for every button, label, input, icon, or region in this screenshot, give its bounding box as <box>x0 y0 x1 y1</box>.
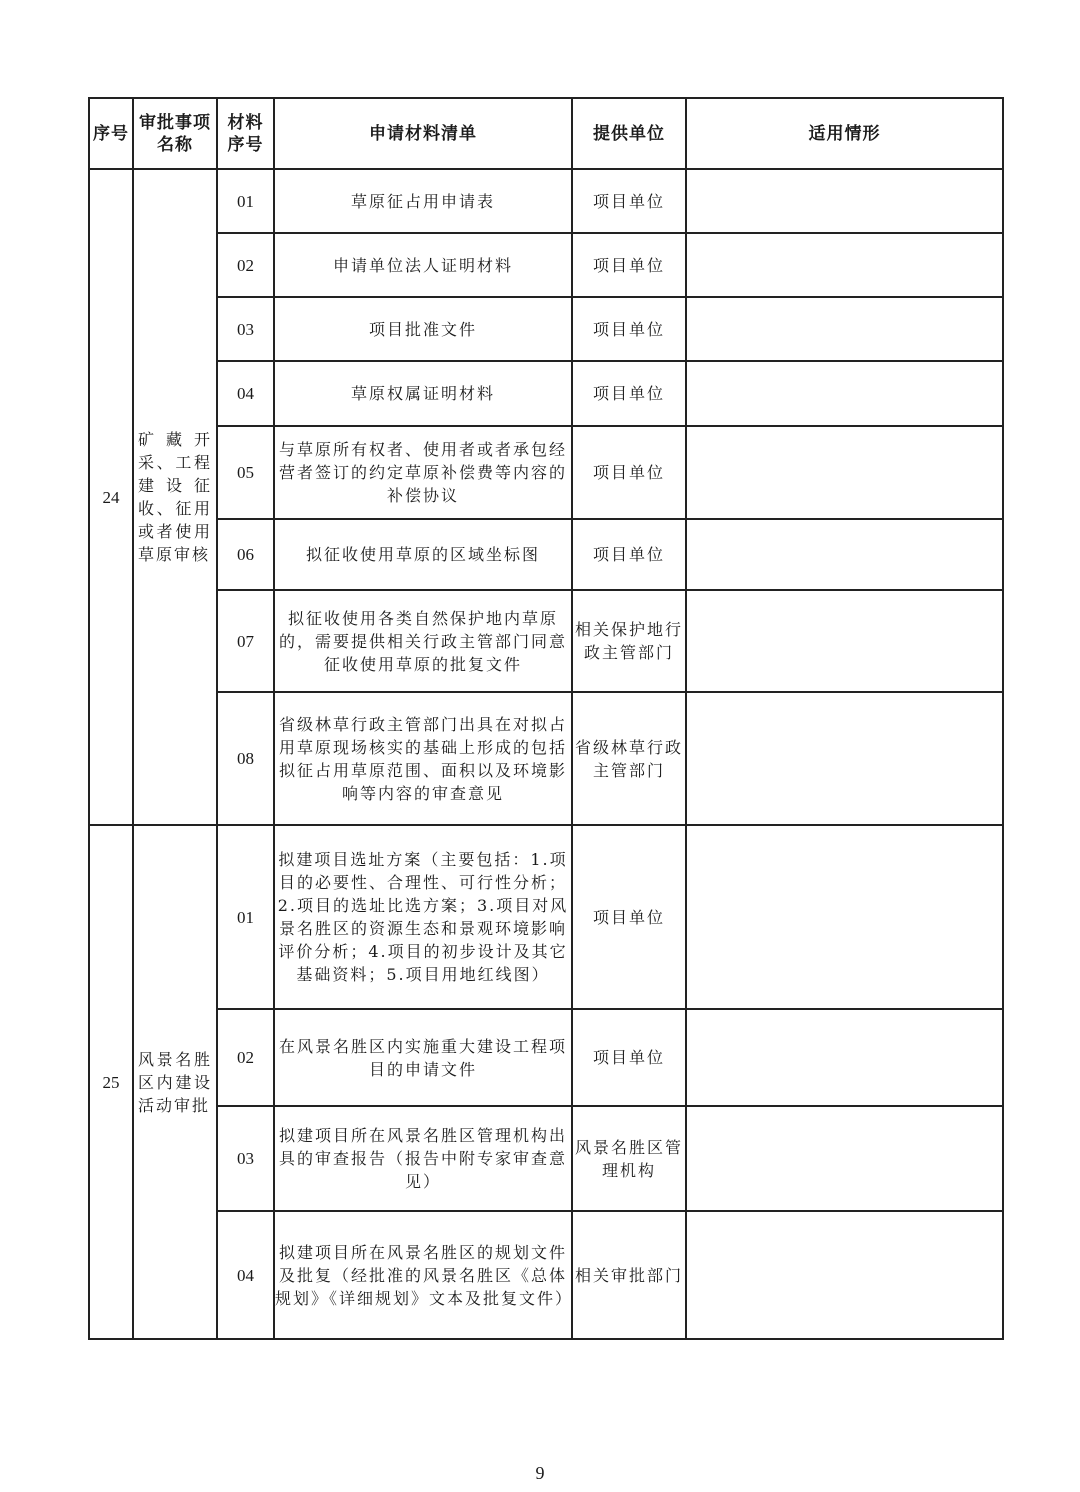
material-seq: 05 <box>217 426 274 519</box>
header-material-list: 申请材料清单 <box>274 98 572 169</box>
material-desc: 草原征占用申请表 <box>274 169 572 233</box>
material-provider: 相关保护地行政主管部门 <box>572 590 686 692</box>
material-case <box>686 169 1003 233</box>
header-item-name: 审批事项名称 <box>133 98 217 169</box>
material-provider: 项目单位 <box>572 825 686 1009</box>
material-provider: 相关审批部门 <box>572 1211 686 1339</box>
material-case <box>686 1009 1003 1106</box>
material-desc: 草原权属证明材料 <box>274 361 572 426</box>
header-applicable-case: 适用情形 <box>686 98 1003 169</box>
material-case <box>686 590 1003 692</box>
item-number: 25 <box>89 825 133 1339</box>
material-provider: 省级林草行政主管部门 <box>572 692 686 825</box>
material-case <box>686 1106 1003 1211</box>
material-desc: 拟征收使用草原的区域坐标图 <box>274 519 572 590</box>
table-row <box>89 361 1003 426</box>
material-case <box>686 297 1003 361</box>
material-desc: 拟建项目选址方案（主要包括：1.项目的必要性、合理性、可行性分析；2.项目的选址比选方案；3.项目对风景名胜区的资源生态和景观环境影响评价分析；4.项目的初步设计及其它基础资料；5.项目用地红线图） <box>274 825 572 1009</box>
material-desc: 在风景名胜区内实施重大建设工程项目的申请文件 <box>274 1009 572 1106</box>
table-row <box>89 426 1003 519</box>
material-seq: 02 <box>217 233 274 297</box>
page-number: 9 <box>535 1463 545 1483</box>
material-seq: 04 <box>217 1211 274 1339</box>
table-row <box>89 1106 1003 1211</box>
table-row <box>89 297 1003 361</box>
material-case <box>686 426 1003 519</box>
material-desc: 申请单位法人证明材料 <box>274 233 572 297</box>
material-desc: 省级林草行政主管部门出具在对拟占用草原现场核实的基础上形成的包括拟征占用草原范围、面积以及环境影响等内容的审查意见 <box>274 692 572 825</box>
material-seq: 06 <box>217 519 274 590</box>
material-seq: 07 <box>217 590 274 692</box>
material-provider: 项目单位 <box>572 297 686 361</box>
material-desc: 拟建项目所在风景名胜区管理机构出具的审查报告（报告中附专家审查意见） <box>274 1106 572 1211</box>
material-provider: 项目单位 <box>572 519 686 590</box>
approval-materials-table <box>88 97 1004 1340</box>
material-desc: 拟征收使用各类自然保护地内草原的，需要提供相关行政主管部门同意征收使用草原的批复文件 <box>274 590 572 692</box>
material-seq: 04 <box>217 361 274 426</box>
material-seq: 01 <box>217 825 274 1009</box>
material-seq: 02 <box>217 1009 274 1106</box>
material-seq: 03 <box>217 297 274 361</box>
table-row <box>89 825 1003 1009</box>
material-provider: 项目单位 <box>572 233 686 297</box>
header-material-seq: 材料序号 <box>217 98 274 169</box>
material-provider: 风景名胜区管理机构 <box>572 1106 686 1211</box>
header-provider: 提供单位 <box>572 98 686 169</box>
table-row <box>89 519 1003 590</box>
material-provider: 项目单位 <box>572 426 686 519</box>
item-number: 24 <box>89 169 133 825</box>
item-name: 矿藏开采、工程建设征收、征用或者使用草原审核 <box>133 169 217 825</box>
material-case <box>686 519 1003 590</box>
material-desc: 项目批准文件 <box>274 297 572 361</box>
material-case <box>686 825 1003 1009</box>
material-desc: 拟建项目所在风景名胜区的规划文件及批复（经批准的风景名胜区《总体规划》《详细规划》文本及批复文件） <box>274 1211 572 1339</box>
item-name: 风景名胜区内建设活动审批 <box>133 825 217 1339</box>
material-case <box>686 361 1003 426</box>
header-row <box>89 98 1003 169</box>
material-case <box>686 692 1003 825</box>
material-desc: 与草原所有权者、使用者或者承包经营者签订的约定草原补偿费等内容的补偿协议 <box>274 426 572 519</box>
table-row <box>89 1211 1003 1339</box>
material-provider: 项目单位 <box>572 1009 686 1106</box>
material-seq: 01 <box>217 169 274 233</box>
material-provider: 项目单位 <box>572 361 686 426</box>
table-row <box>89 233 1003 297</box>
table-row <box>89 692 1003 825</box>
material-case <box>686 233 1003 297</box>
table-row <box>89 1009 1003 1106</box>
material-seq: 03 <box>217 1106 274 1211</box>
material-provider: 项目单位 <box>572 169 686 233</box>
table-row <box>89 169 1003 233</box>
material-case <box>686 1211 1003 1339</box>
header-no: 序号 <box>89 98 133 169</box>
material-seq: 08 <box>217 692 274 825</box>
table-row <box>89 590 1003 692</box>
